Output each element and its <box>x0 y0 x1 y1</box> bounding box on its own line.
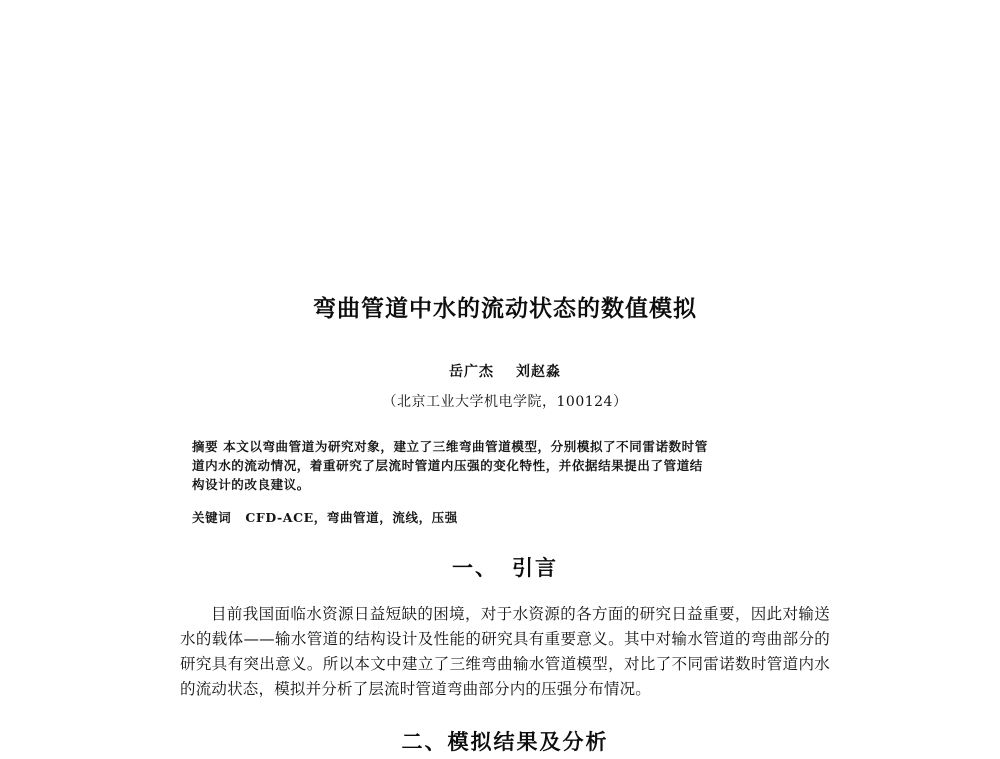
abstract-label: 摘要 <box>192 439 219 454</box>
affiliation: （北京工业大学机电学院，100124） <box>382 394 628 410</box>
document-body <box>180 290 830 756</box>
section-heading-1 <box>180 552 830 582</box>
author-name-2: 刘赵淼 <box>516 364 561 380</box>
abstract-line-3: 构设计的改良建议。 <box>192 477 310 492</box>
author-name-1: 岳广杰 <box>449 364 494 380</box>
section-title-2: 模拟结果及分析 <box>447 730 609 754</box>
section-number-1: 一、 <box>452 556 498 580</box>
section-heading-2 <box>180 726 830 756</box>
abstract-line-2: 道内水的流动情况，着重研究了层流时管道内压强的变化特性，并依据结果提出了管道结 <box>192 458 703 473</box>
author-list <box>180 361 830 381</box>
abstract-block <box>180 437 830 494</box>
abstract-text-1: 本文以弯曲管道为研究对象，建立了三维弯曲管道模型，分别模拟了不同雷诺数时管 <box>223 439 708 454</box>
section-number-2: 二、 <box>401 730 448 754</box>
abstract-line-1 <box>192 437 820 456</box>
keywords-block <box>180 508 830 526</box>
section-1-paragraph-1: 目前我国面临水资源日益短缺的困境，对于水资源的各方面的研究日益重要，因此对输送水的载体——输水管道的结构设计及性能的研究具有重要意义。其中对输水管道的弯曲部分的研究具有突出意义。所以本文中建立了三维弯曲输水管道模型，对比了不同雷诺数时管道内水的流动状态，模拟并分析了层流时管道弯曲部分内的压强分布情况。 <box>180 605 830 698</box>
page-title: 弯曲管道中水的流动状态的数值模拟 <box>313 296 697 322</box>
section-title-1: 引言 <box>512 556 558 580</box>
keywords-value: CFD-ACE，弯曲管道，流线，压强 <box>245 510 458 525</box>
keywords-label: 关键词 <box>192 510 232 525</box>
